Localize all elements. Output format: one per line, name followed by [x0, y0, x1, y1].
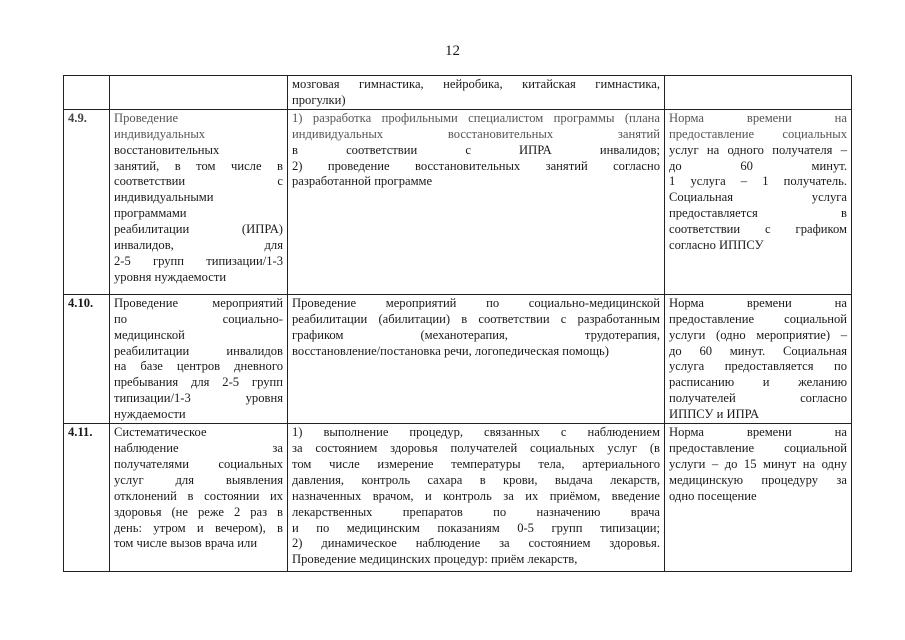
- text-line: предоставление социальной: [669, 311, 847, 326]
- text-line: одно посещение: [669, 488, 757, 503]
- item-number-cell: 4.10.: [64, 294, 110, 423]
- text-line: реабилитации инвалидов: [114, 343, 283, 358]
- text-line: Проведение медицинских процедур: приём лекарств,: [292, 552, 578, 567]
- text-line: восстановительных: [114, 142, 220, 157]
- text-line: реабилитации (ИПРА): [114, 222, 283, 237]
- service-name-cell: [110, 76, 288, 110]
- text-line: услуг для выявления: [114, 472, 283, 487]
- time-norm-cell: [665, 294, 852, 423]
- text-line: том числе вызов врача или: [114, 536, 258, 551]
- text-line: и по медицинским показаниям 0-5 групп типизации;: [292, 520, 660, 535]
- text-line: давления, контроль сахара в крови, выдача лекарств,: [292, 472, 660, 487]
- text-line: занятий, в том числе в: [114, 158, 283, 173]
- text-line: графиком (механотерапия, трудотерапия,: [292, 327, 660, 342]
- text-line: типизации/1-3 уровня: [114, 391, 283, 406]
- text-line: наблюдение за: [114, 440, 283, 455]
- text-line: до 60 минут.: [669, 158, 847, 173]
- text-line: на базе центров дневного: [114, 359, 283, 374]
- text-line: индивидуальными: [114, 190, 214, 205]
- text-line: индивидуальных: [114, 126, 206, 141]
- text-line: предоставление социальных: [669, 126, 847, 141]
- text-line: 1 услуга – 1 получатель.: [669, 174, 847, 189]
- text-line: назначенных врачом, и контроль за их приёмом, введение: [292, 488, 660, 503]
- text-line: услуга предоставляется по: [669, 359, 847, 374]
- item-number-cell: 4.11.: [64, 424, 110, 572]
- text-line: по социально-: [114, 311, 283, 326]
- text-line: 2-5 групп типизации/1-3: [114, 253, 283, 268]
- text-line: услуги – до 15 минут на одну: [669, 456, 847, 471]
- text-line: ИППСУ и ИПРА: [669, 407, 760, 422]
- text-line: Норма времени на: [669, 425, 847, 440]
- text-line: соответствии с: [114, 174, 283, 189]
- text-line: пребывания для 2-5 групп: [114, 375, 283, 390]
- time-norm-cell: [665, 424, 852, 572]
- text-line: до 60 минут. Социальная: [669, 343, 847, 358]
- text-line: получателями социальных: [114, 456, 283, 471]
- text-line: 2) проведение восстановительных занятий согласно: [292, 158, 660, 173]
- text-line: разработанной программе: [292, 174, 433, 189]
- service-content-cell: [288, 294, 665, 423]
- text-line: реабилитации (абилитации) в соответствии с разработанным: [292, 311, 660, 326]
- text-line: день: утром и вечером), в: [114, 520, 283, 535]
- text-line: том числе измерение температуры тела, артериального: [292, 456, 660, 471]
- services-table: [63, 75, 852, 572]
- text-line: медицинскую процедуру за: [669, 472, 847, 487]
- service-content-cell: [288, 424, 665, 572]
- service-name-cell: [110, 294, 288, 423]
- text-line: восстановление/постановка речи, логопедическая помощь): [292, 343, 609, 358]
- text-line: услуг на одного получателя –: [669, 142, 847, 157]
- item-number-cell: 4.9.: [64, 109, 110, 294]
- time-norm-cell: [665, 76, 852, 110]
- text-line: соответствии с графиком: [669, 222, 847, 237]
- table-row: [64, 76, 852, 110]
- text-line: инвалидов, для: [114, 238, 283, 253]
- text-line: получателей согласно: [669, 391, 847, 406]
- text-line: лекарственных препаратов по назначению врача: [292, 504, 660, 519]
- text-line: Норма времени на: [669, 295, 847, 310]
- table-row: [64, 109, 852, 294]
- service-name-cell: [110, 109, 288, 294]
- text-line: индивидуальных восстановительных занятий: [292, 126, 660, 141]
- text-line: Проведение: [114, 110, 179, 125]
- text-line: Систематическое: [114, 425, 207, 440]
- text-line: за состоянием здоровья получателей социальных услуг (в: [292, 440, 660, 455]
- text-line: нуждаемости: [114, 407, 186, 422]
- text-line: прогулки): [292, 92, 346, 107]
- text-line: программами: [114, 206, 187, 221]
- table-row: [64, 424, 852, 572]
- text-line: предоставление социальной: [669, 440, 847, 455]
- service-name-cell: [110, 424, 288, 572]
- text-line: уровня нуждаемости: [114, 269, 227, 284]
- text-line: услуги (одно мероприятие) –: [669, 327, 847, 342]
- text-line: предоставляется в: [669, 206, 847, 221]
- time-norm-cell: [665, 109, 852, 294]
- item-number-cell: [64, 76, 110, 110]
- text-line: здоровья (не реже 2 раз в: [114, 504, 283, 519]
- text-line: расписанию и желанию: [669, 375, 847, 390]
- text-line: отклонений в состоянии их: [114, 488, 283, 503]
- text-line: Проведение мероприятий: [114, 295, 283, 310]
- text-line: Проведение мероприятий по социально-медицинской: [292, 295, 660, 310]
- text-line: 1) разработка профильными специалистом программы (плана: [292, 110, 660, 125]
- text-line: Норма времени на: [669, 110, 847, 125]
- table-row: [64, 294, 852, 423]
- text-line: согласно ИППСУ: [669, 238, 764, 253]
- service-content-cell: [288, 109, 665, 294]
- page-number: 12: [445, 43, 460, 59]
- text-line: мозговая гимнастика, нейробика, китайская гимнастика,: [292, 77, 660, 91]
- text-line: Социальная услуга: [669, 190, 847, 205]
- service-content-cell: [288, 76, 665, 110]
- text-line: в соответствии с ИПРА инвалидов;: [292, 142, 660, 157]
- text-line: 1) выполнение процедур, связанных с наблюдением: [292, 425, 660, 440]
- text-line: медицинской: [114, 327, 185, 342]
- text-line: 2) динамическое наблюдение за состоянием здоровья.: [292, 536, 660, 551]
